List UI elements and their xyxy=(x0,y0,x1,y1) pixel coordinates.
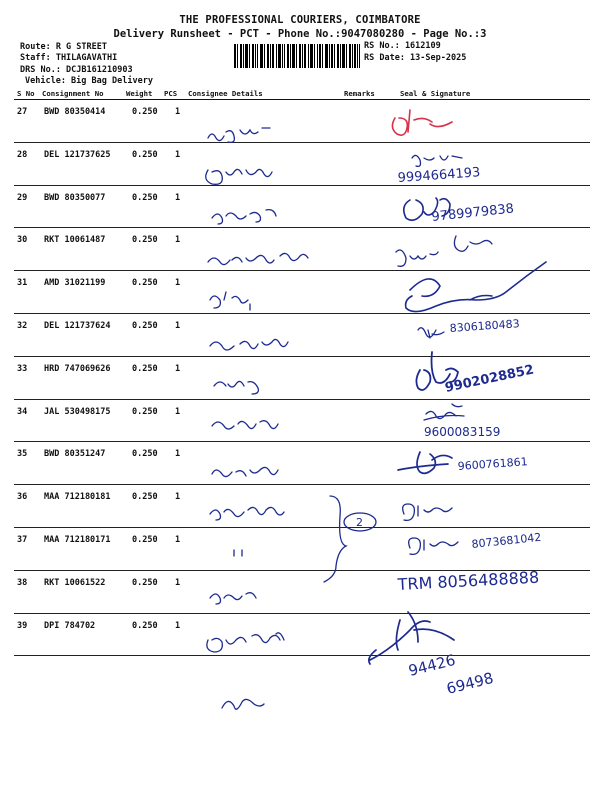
pcs-cell: 1 xyxy=(175,235,181,246)
weight-cell: 0.250 xyxy=(132,492,158,503)
pcs-cell: 1 xyxy=(175,620,181,631)
table-row xyxy=(14,314,590,357)
consignment-cell: BWD 80350414 xyxy=(44,107,106,117)
sno-cell: 38 xyxy=(17,577,28,588)
weight-cell: 0.250 xyxy=(132,363,158,374)
sno-cell: 34 xyxy=(17,406,28,417)
sno-cell: 30 xyxy=(17,235,28,246)
weight-cell: 0.250 xyxy=(132,577,158,588)
weight-cell: 0.250 xyxy=(132,406,158,417)
consignment-cell: DPI 784702 xyxy=(44,620,96,631)
pcs-cell: 1 xyxy=(175,449,181,460)
rs-number: RS No.: 1612109 xyxy=(364,41,441,51)
consignment-cell: JAL 530498175 xyxy=(44,406,111,417)
table-row xyxy=(14,400,590,443)
table-row xyxy=(14,100,590,143)
table-row xyxy=(14,143,590,186)
note-39a: 94426 xyxy=(406,650,458,680)
vehicle-label: Vehicle: Big Bag Delivery xyxy=(25,76,153,86)
pcs-cell: 1 xyxy=(175,363,181,374)
route-label: Route: R G STREET xyxy=(20,42,107,52)
consignment-cell: BWD 80351247 xyxy=(44,449,106,460)
weight-cell: 0.250 xyxy=(132,149,158,160)
weight-cell: 0.250 xyxy=(132,320,158,331)
consignment-cell: RKT 10061487 xyxy=(44,235,106,246)
bottom-signature xyxy=(222,699,264,709)
header-consignment: Consignment No xyxy=(42,89,104,98)
pcs-cell: 1 xyxy=(175,149,181,160)
sno-cell: 35 xyxy=(17,449,28,460)
runsheet-subtitle: Delivery Runsheet - PCT - Phone No.:9047080280 - Page No.:3 xyxy=(113,28,487,40)
weight-cell: 0.250 xyxy=(132,620,158,631)
header-remarks: Remarks xyxy=(344,89,375,98)
phone-37: 8073681042 xyxy=(470,530,542,551)
sno-cell: 39 xyxy=(17,620,28,631)
consignment-cell: MAA 712180171 xyxy=(44,534,111,545)
pcs-cell: 1 xyxy=(175,406,181,417)
staff-label: Staff: THILAGAVATHI xyxy=(20,53,118,63)
sno-cell: 33 xyxy=(17,363,28,374)
table-row xyxy=(14,271,590,314)
consignment-cell: DEL 121737625 xyxy=(44,149,111,160)
phone-28: 9994664193 xyxy=(397,165,481,186)
header-sno: S No xyxy=(17,89,35,98)
note-39b: 69498 xyxy=(444,668,496,698)
weight-cell: 0.250 xyxy=(132,192,158,203)
pcs-cell: 1 xyxy=(175,492,181,503)
header-weight: Weight xyxy=(126,89,153,98)
consignment-cell: BWD 80350077 xyxy=(44,192,106,203)
table-row xyxy=(14,186,590,229)
table-row xyxy=(14,614,590,657)
header-pcs: PCS xyxy=(164,89,178,98)
consignment-cell: AMD 31021199 xyxy=(44,278,106,289)
pcs-cell: 1 xyxy=(175,107,181,117)
pcs-cell: 1 xyxy=(175,192,181,203)
sno-cell: 29 xyxy=(17,192,28,203)
consignment-cell: HRD 747069626 xyxy=(44,363,111,374)
runsheet-title: THE PROFESSIONAL COURIERS, COIMBATORE xyxy=(179,14,421,26)
header-seal: Seal & Signature xyxy=(400,89,471,98)
phone-32: 8306180483 xyxy=(449,317,521,335)
sno-cell: 32 xyxy=(17,320,28,331)
sno-cell: 31 xyxy=(17,278,28,289)
table-header xyxy=(14,88,590,100)
consignment-cell: MAA 712180181 xyxy=(44,492,111,503)
barcode-icon xyxy=(234,44,360,68)
sno-cell: 36 xyxy=(17,492,28,503)
note-38: TRM 8056488888 xyxy=(397,567,540,594)
table-row xyxy=(14,442,590,485)
table-row xyxy=(14,357,590,400)
pcs-cell: 1 xyxy=(175,278,181,289)
consignment-cell: DEL 121737624 xyxy=(44,320,111,331)
phone-35: 9600761861 xyxy=(457,455,529,473)
rs-date: RS Date: 13-Sep-2025 xyxy=(364,53,467,63)
sno-cell: 28 xyxy=(17,149,28,160)
weight-cell: 0.250 xyxy=(132,449,158,460)
table-row xyxy=(14,528,590,571)
circled-number: 2 xyxy=(356,516,363,529)
phone-34: 9600083159 xyxy=(424,425,501,439)
header-details: Consignee Details xyxy=(188,89,263,98)
weight-cell: 0.250 xyxy=(132,278,158,289)
pcs-cell: 1 xyxy=(175,577,181,588)
drs-number: DRS No.: DCJB161210903 xyxy=(20,65,133,75)
weight-cell: 0.250 xyxy=(132,107,158,117)
weight-cell: 0.250 xyxy=(132,534,158,545)
table-row xyxy=(14,571,590,614)
consignment-cell: RKT 10061522 xyxy=(44,577,106,588)
pcs-cell: 1 xyxy=(175,534,181,545)
table-row xyxy=(14,485,590,528)
table-row xyxy=(14,228,590,271)
sno-cell: 27 xyxy=(17,107,28,117)
weight-cell: 0.250 xyxy=(132,235,158,246)
phone-29: 9789979838 xyxy=(430,201,515,225)
runsheet-table xyxy=(14,88,590,656)
sno-cell: 37 xyxy=(17,534,28,545)
pcs-cell: 1 xyxy=(175,320,181,331)
phone-33: 9902028852 xyxy=(443,362,536,396)
